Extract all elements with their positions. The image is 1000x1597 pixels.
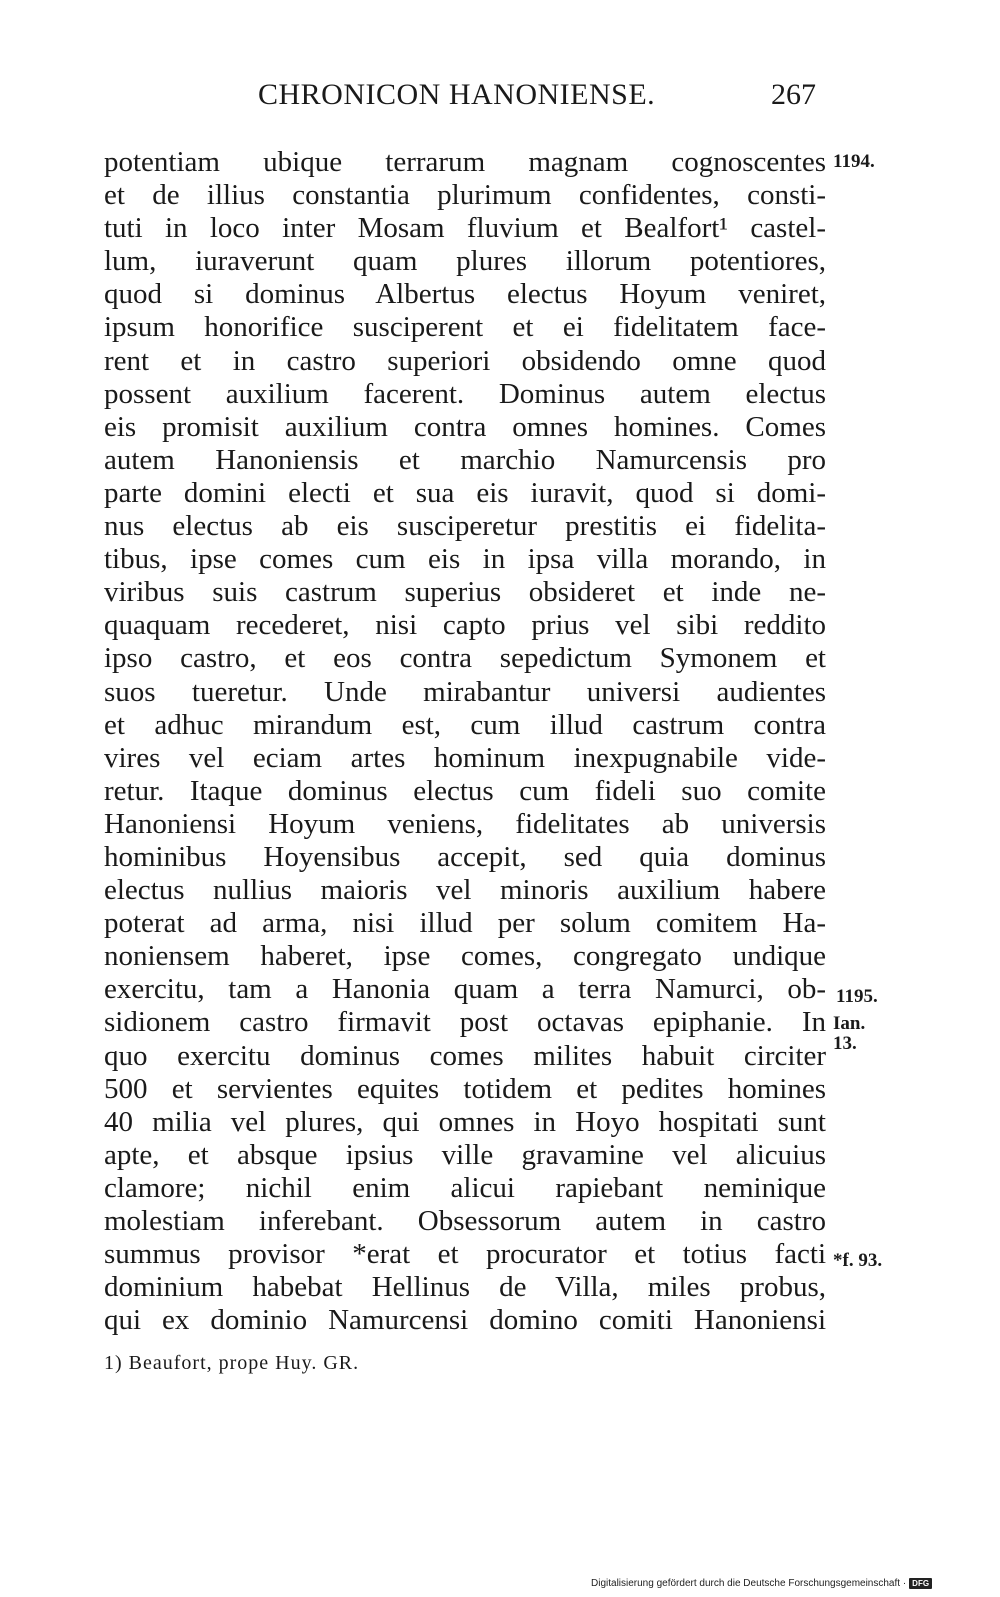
margin-year-note: 1194. — [833, 151, 875, 172]
margin-year-note: 1195. — [836, 986, 878, 1007]
text-line: nus electus ab eis susciperetur prestitis ei fidelita- — [104, 510, 826, 543]
text-line: 40 milia vel plures, qui omnes in Hoyo hospitati sunt — [104, 1105, 826, 1138]
text-line: Hanoniensi Hoyum veniens, fidelitates ab universis — [104, 807, 826, 840]
text-line: exercitu, tam a Hanonia quam a terra Namurci, ob- — [104, 973, 826, 1006]
dfg-logo: DFG — [909, 1578, 932, 1589]
running-title: CHRONICON HANONIENSE. — [258, 78, 656, 111]
text-line: vires vel eciam artes hominum inexpugnabile vide- — [104, 741, 826, 774]
text-line: qui ex dominio Namurcensi domino comiti Hanoniensi — [104, 1304, 826, 1337]
text-line: noniensem haberet, ipse comes, congregato undique — [104, 940, 826, 973]
main-text-block — [104, 146, 826, 1337]
text-line: eis promisit auxilium contra omnes homines. Comes — [104, 410, 826, 443]
text-line: retur. Itaque dominus electus cum fideli suo comite — [104, 774, 826, 807]
text-line: hominibus Hoyensibus accepit, sed quia dominus — [104, 840, 826, 873]
text-line: molestiam inferebant. Obsessorum autem in castro — [104, 1205, 826, 1237]
text-line: dominium habebat Hellinus de Villa, miles probus, — [104, 1271, 826, 1304]
text-line: poterat ad arma, nisi illud per solum comitem Ha- — [104, 907, 826, 940]
text-line: autem Hanoniensis et marchio Namurcensis pro — [104, 443, 826, 476]
text-line: electus nullius maioris vel minoris auxilium habere — [104, 874, 826, 907]
footnote: 1) Beaufort, prope Huy. GR. — [104, 1352, 360, 1374]
text-line: parte domini electi et sua eis iuravit, quod si domi- — [104, 476, 826, 509]
text-line: suos tueretur. Unde mirabantur universi audientes — [104, 675, 826, 708]
text-line: rent et in castro superiori obsidendo omne quod — [104, 344, 826, 377]
text-line: possent auxilium facerent. Dominus autem electus — [104, 377, 826, 410]
credit-text: Digitalisierung gefördert durch die Deutsche Forschungsgemeinschaft · — [591, 1578, 907, 1589]
text-line: viribus suis castrum superius obsideret et inde ne- — [104, 576, 826, 609]
text-line: summus provisor *erat et procurator et totius facti — [104, 1238, 826, 1271]
text-line: quod si dominus Albertus electus Hoyum veniret, — [104, 278, 826, 311]
text-line: ipsum honorifice susciperent et ei fidelitatem face- — [104, 311, 826, 344]
text-line: ipso castro, et eos contra sepedictum Symonem et — [104, 642, 826, 675]
text-line: et de illius constantia plurimum confidentes, consti- — [104, 179, 826, 212]
text-line: apte, et absque ipsius ville gravamine vel alicuius — [104, 1138, 826, 1171]
text-line: clamore; nichil enim alicui rapiebant neminique — [104, 1171, 826, 1204]
digitization-credit — [591, 1578, 932, 1589]
page-number: 267 — [771, 78, 816, 111]
text-line: 500 et servientes equites totidem et pedites homines — [104, 1072, 826, 1105]
text-line: lum, iuraverunt quam plures illorum potentiores, — [104, 245, 826, 278]
text-line: potentiam ubique terrarum magnam cognoscentes — [104, 146, 826, 178]
margin-month-note: Ian. — [833, 1013, 866, 1034]
margin-folio-note: *f. 93. — [833, 1250, 883, 1271]
text-line: tuti in loco inter Mosam fluvium et Bealfort¹ castel- — [104, 212, 826, 245]
running-header — [0, 78, 1000, 118]
text-line: sidionem castro firmavit post octavas epiphanie. In — [104, 1006, 826, 1039]
margin-day-note: 13. — [833, 1033, 857, 1054]
text-line: tibus, ipse comes cum eis in ipsa villa morando, in — [104, 543, 826, 576]
text-line: quaquam recederet, nisi capto prius vel sibi reddito — [104, 609, 826, 642]
text-line: et adhuc mirandum est, cum illud castrum contra — [104, 708, 826, 741]
text-line: quo exercitu dominus comes milites habuit circiter — [104, 1039, 826, 1072]
